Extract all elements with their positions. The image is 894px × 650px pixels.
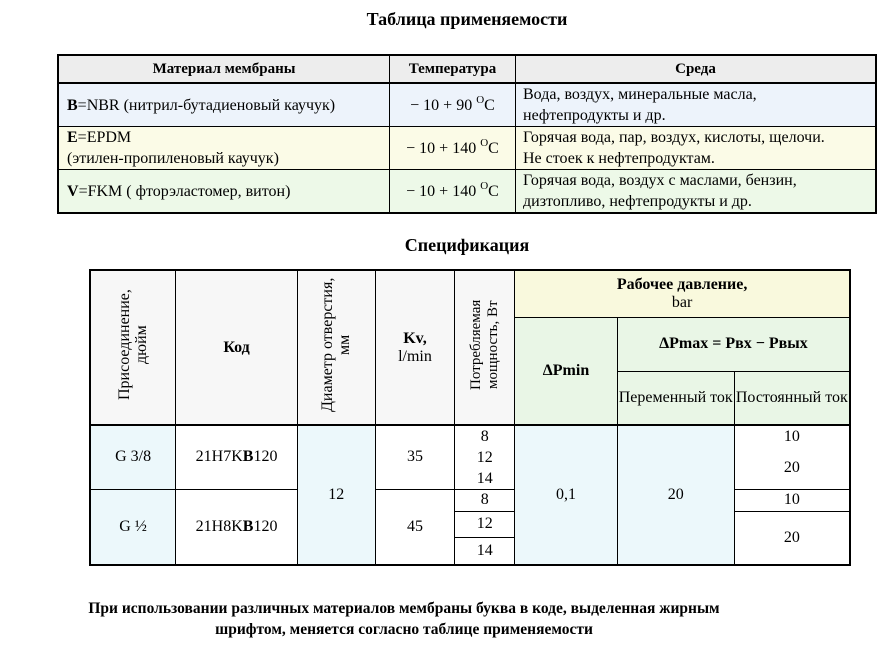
environment-cell xyxy=(516,83,877,127)
code-cell xyxy=(176,489,298,565)
applicability-title: Таблица применяемости xyxy=(366,9,568,29)
applicability-row xyxy=(58,170,876,214)
environment-line: Вода, воздух, минеральные масла, xyxy=(523,86,757,103)
ac-cell: 20 xyxy=(617,425,734,565)
degree-sign: O xyxy=(480,179,489,192)
applicability-row xyxy=(58,83,876,127)
material-name-extra: (этилен-пропиленовый каучук) xyxy=(67,150,279,167)
code-bold-letter: B xyxy=(242,448,254,466)
power-cell: 8 xyxy=(455,425,515,447)
header-dpmin: ΔPmin xyxy=(515,317,618,425)
applicability-table xyxy=(57,54,877,214)
power-cell: 12 xyxy=(455,511,515,537)
header-temperature: Температура xyxy=(390,55,516,83)
material-cell xyxy=(58,127,390,170)
footnote xyxy=(0,598,808,640)
diameter-cell: 12 xyxy=(297,425,375,565)
header-dc: Постоянный ток xyxy=(734,371,850,425)
material-letter: B xyxy=(67,96,78,114)
material-cell xyxy=(58,170,390,214)
footnote-line: При использовании различных материалов мембраны буква в коде, выделенная жирным xyxy=(88,600,720,617)
code-suffix: 120 xyxy=(253,448,278,466)
material-cell xyxy=(58,83,390,127)
temperature-cell xyxy=(390,170,516,214)
code-bold-letter: B xyxy=(242,517,254,535)
power-cell: 12 xyxy=(455,447,515,469)
header-power xyxy=(455,270,515,425)
header-pressure-label: Рабочее давление, xyxy=(616,275,748,293)
dc-cell: 10 xyxy=(734,425,850,447)
header-kv-unit: l/min xyxy=(398,347,432,365)
dc-cell: 10 xyxy=(734,489,850,511)
degree-sign: O xyxy=(476,93,485,106)
environment-line: нефтепродукты и др. xyxy=(523,107,666,124)
environment-line: Горячая вода, пар, воздух, кислоты, щелочи. xyxy=(523,129,825,146)
header-kv-label: Kv, xyxy=(403,329,427,347)
header-material: Материал мембраны xyxy=(58,55,390,83)
temperature-value: − 10 + 90 xyxy=(410,96,477,114)
header-power-label: Потребляемая мощность, Вт xyxy=(467,299,501,391)
material-name: =FKM ( фторэластомер, витон) xyxy=(78,182,291,200)
header-environment: Среда xyxy=(516,55,877,83)
dc-cell: 20 xyxy=(734,511,850,565)
header-connection-label: Присоединение, дюйм xyxy=(116,289,151,401)
code-suffix: 120 xyxy=(253,517,278,535)
power-cell: 14 xyxy=(455,469,515,489)
power-cell: 14 xyxy=(455,537,515,565)
material-name: =NBR (нитрил-бутадиеновый каучук) xyxy=(77,96,336,114)
kv-cell: 35 xyxy=(375,425,455,489)
applicability-header-row xyxy=(58,55,876,83)
temperature-value: − 10 + 140 xyxy=(406,139,481,157)
header-dpmax: ΔPmax = Pвх − Pвых xyxy=(617,317,850,371)
degree-sign: O xyxy=(480,136,489,149)
temperature-unit: C xyxy=(488,182,499,200)
temperature-value: − 10 + 140 xyxy=(406,182,481,200)
header-ac: Переменный ток xyxy=(617,371,734,425)
environment-line: дизтопливо, нефтепродукты и др. xyxy=(523,193,752,210)
spec-title: Спецификация xyxy=(404,235,530,255)
dc-cell: 20 xyxy=(734,447,850,489)
environment-line: Горячая вода, воздух с маслами, бензин, xyxy=(523,172,797,189)
temperature-cell xyxy=(390,83,516,127)
header-kv xyxy=(375,270,455,425)
header-connection xyxy=(90,270,176,425)
temperature-cell xyxy=(390,127,516,170)
connection-cell: G ½ xyxy=(90,489,176,565)
header-pressure-unit: bar xyxy=(671,293,693,311)
environment-cell xyxy=(516,127,877,170)
spec-table xyxy=(89,269,851,566)
code-prefix: 21H8K xyxy=(195,517,243,535)
kv-cell: 45 xyxy=(375,489,455,565)
power-cell: 8 xyxy=(455,489,515,511)
temperature-unit: C xyxy=(488,139,499,157)
dpmin-cell: 0,1 xyxy=(515,425,618,565)
header-diameter xyxy=(297,270,375,425)
applicability-row xyxy=(58,127,876,170)
material-letter: E xyxy=(67,129,78,146)
environment-cell xyxy=(516,170,877,214)
code-cell xyxy=(176,425,298,489)
material-letter: V xyxy=(67,182,79,200)
material-name: =EPDM xyxy=(77,129,132,146)
code-prefix: 21H7K xyxy=(195,448,243,466)
header-diameter-label: Диаметр отверстия, мм xyxy=(319,277,354,413)
connection-cell: G 3/8 xyxy=(90,425,176,489)
temperature-unit: C xyxy=(484,96,495,114)
header-code: Код xyxy=(176,270,298,425)
environment-line: Не стоек к нефтепродуктам. xyxy=(523,150,715,167)
footnote-line: шрифтом, меняется согласно таблице применяемости xyxy=(215,621,593,638)
header-pressure xyxy=(515,270,850,317)
